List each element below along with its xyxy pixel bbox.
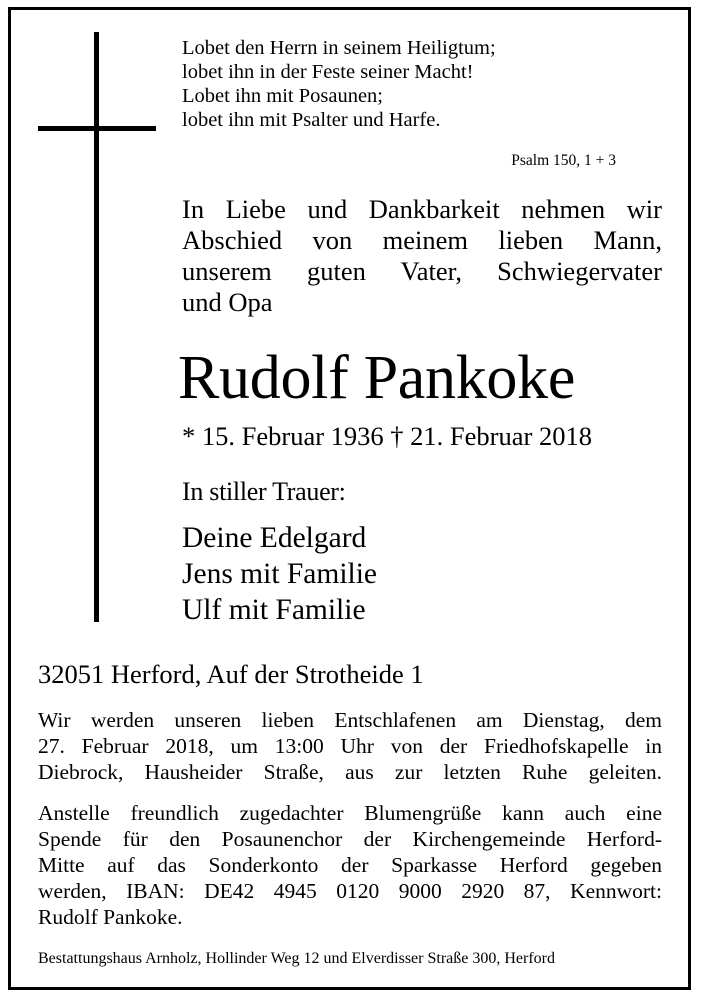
mourner-entry: Deine Edelgard	[182, 522, 367, 554]
mourning-label: In stiller Trauer:	[182, 477, 346, 506]
verse-line: Lobet den Herrn in seinem Heiligtum;	[182, 37, 496, 59]
donation-details	[38, 800, 662, 930]
funeral-line: Diebrock, Hausheider Straße, aus zur letzten Ruhe geleiten.	[38, 760, 662, 784]
farewell-line: Abschied von meinem lieben Mann,	[182, 225, 662, 255]
family-address: 32051 Herford, Auf der Strotheide 1	[38, 659, 424, 689]
farewell-line: In Liebe und Dankbarkeit nehmen wir	[182, 194, 662, 224]
donation-line: Rudolf Pankoke.	[38, 905, 183, 929]
funeral-details	[38, 707, 662, 785]
donation-line: Spende für den Posaunenchor der Kirchengemeinde Herford-	[38, 827, 662, 851]
life-dates: * 15. Februar 1936 † 21. Februar 2018	[182, 421, 592, 451]
verse-line: lobet ihn mit Psalter und Harfe.	[182, 109, 441, 131]
psalm-verse	[182, 36, 652, 132]
farewell-text	[182, 194, 662, 318]
donation-line: Mitte auf das Sonderkonto der Sparkasse Herford gegeben	[38, 853, 662, 877]
deceased-name: Rudolf Pankoke	[178, 344, 576, 412]
farewell-line: unserem guten Vater, Schwiegervater	[182, 256, 662, 286]
cross-icon-crossbar	[38, 126, 156, 131]
funeral-line: 27. Februar 2018, um 13:00 Uhr von der Friedhofskapelle in	[38, 734, 662, 758]
funeral-line: Wir werden unseren lieben Entschlafenen am Dienstag, dem	[38, 708, 662, 732]
mourners-list	[182, 520, 377, 628]
donation-line: werden, IBAN: DE42 4945 0120 9000 2920 87, Kennwort:	[38, 879, 662, 903]
donation-line: Anstelle freundlich zugedachter Blumengrüße kann auch eine	[38, 801, 662, 825]
funeral-home-footer: Bestattungshaus Arnholz, Hollinder Weg 12 und Elverdisser Straße 300, Herford	[38, 950, 555, 967]
verse-line: lobet ihn in der Feste seiner Macht!	[182, 61, 474, 83]
verse-line: Lobet ihn mit Posaunen;	[182, 85, 383, 107]
cross-icon	[94, 32, 99, 622]
psalm-reference: Psalm 150, 1 + 3	[511, 152, 616, 169]
mourner-entry: Jens mit Familie	[182, 558, 378, 590]
mourner-entry: Ulf mit Familie	[182, 594, 366, 626]
farewell-line: und Opa	[182, 287, 273, 317]
